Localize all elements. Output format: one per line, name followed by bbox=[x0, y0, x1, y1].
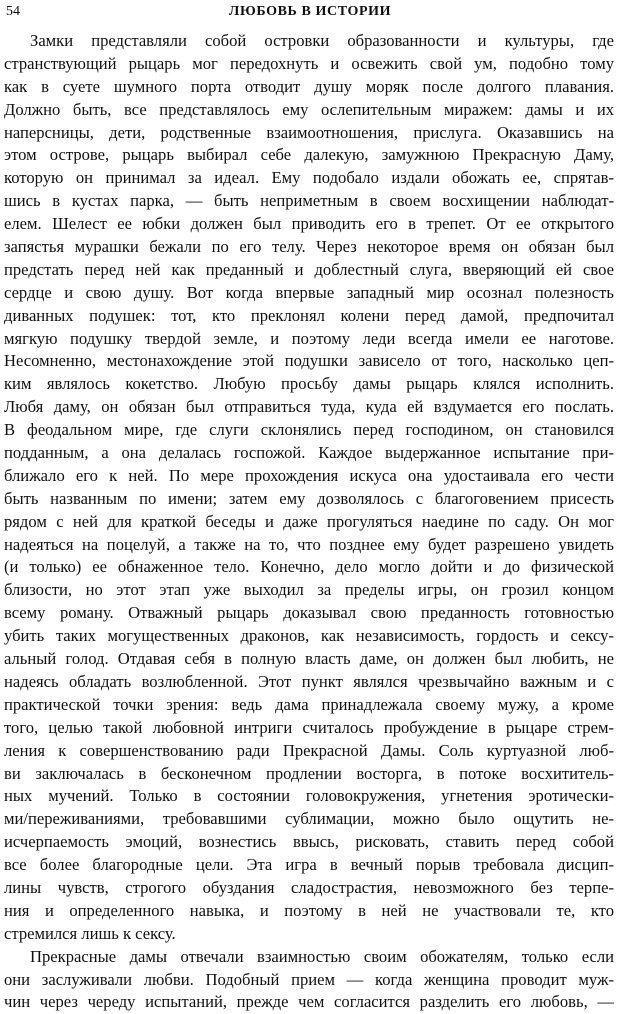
text-line: исчерпаемость эмоций, вознестись ввысь, рисковать, ставить перед собой bbox=[4, 832, 614, 852]
text-line: практической точки зрения: ведь дама принадлежала своему мужу, а кроме bbox=[4, 694, 614, 714]
text-line: Любя даму, он обязан был отправиться туда, куда ей вздумается его послать. bbox=[4, 397, 614, 417]
text-line: стремился лишь к сексу. bbox=[4, 923, 176, 943]
text-line: надеясь обладать возлюбленной. Этот пункт являлся чрезвычайно важным и с bbox=[4, 671, 614, 691]
text-line: надеяться на поцелуй, а также на то, что позднее ему будет разрешено увидеть bbox=[4, 534, 614, 554]
text-line: Прекрасные дамы отвечали взаимностью своим обожателям, только если bbox=[30, 946, 614, 966]
text-line: ближало его к ней. По мере прохождения искуса она удостаивала его чести bbox=[4, 465, 614, 485]
text-line: сердце и свою душу. Вот когда впервые западный мир осознал полезность bbox=[4, 282, 614, 302]
text-line: мягкую подушку твердой земле, и поэтому леди всегда имели ее наготове. bbox=[4, 328, 614, 348]
running-title: ЛЮБОВЬ В ИСТОРИИ bbox=[228, 4, 392, 19]
text-line: странствующий рыцарь мог передохнуть и освежить свой ум, подобно тому bbox=[4, 53, 614, 73]
text-line: запястья мурашки бежали по его телу. Через некоторое время он обязан был bbox=[4, 237, 614, 257]
text-line: ви заключалась в бесконечном продлении восторга, в потоке восхититель- bbox=[4, 763, 614, 783]
text-line: предстать перед ней как преданный и доблестный слуга, вверяющий ей свое bbox=[4, 259, 614, 279]
text-line: Замки представляли собой островки образованности и культуры, где bbox=[30, 31, 614, 50]
text-line: чин через череду испытаний, прежде чем согласится разделить его любовь, — bbox=[4, 992, 614, 1012]
text-line: наперсницы, дети, родственные взаимоотношения, прислуга. Оказавшись на bbox=[4, 122, 614, 142]
text-line: всему роману. Отважный рыцарь доказывал свою преданность готовностью bbox=[4, 603, 614, 623]
text-line: быть названным по имени; затем ему дозволялось с благоговением присесть bbox=[4, 488, 614, 508]
text-line: альный голод. Отдавая себя в полную власть даме, он должен был любить, не bbox=[4, 649, 614, 669]
text-line: шись в кустах парка, — быть неприметным в своем восхищении наблюдат- bbox=[4, 191, 614, 211]
text-line: как в суете шумного порта отводит душу моряк после долгого плавания. bbox=[4, 76, 614, 96]
text-line: лины чувств, строгого обуздания сладострастия, невозможного без терпе- bbox=[4, 877, 614, 897]
text-line: ким являлось кокетство. Любую просьбу дамы рыцарь клялся исполнить. bbox=[4, 374, 614, 394]
text-line: ных мучений. Только в состоянии головокружения, угнетения эротически- bbox=[4, 786, 614, 806]
text-line: ми/переживаниями, требовавшими сублимации, можно было ощутить не- bbox=[4, 809, 614, 829]
paragraph bbox=[4, 946, 614, 1014]
text-line: которую он принимал за идеал. Ему подобало издали обожать ее, спрятав- bbox=[4, 168, 614, 188]
text-line: ния и определенного навыка, и поэтому в ней не участвовали те, кто bbox=[4, 900, 614, 920]
text-line: Должно быть, все представлялось ему ослепительным миражем: дамы и их bbox=[4, 99, 614, 119]
text-line: Несомненно, местонахождение этой подушки зависело от того, насколько цеп- bbox=[4, 351, 614, 371]
text-line: (и только) ее обнаженное тело. Конечно, дело могло дойти и до физической bbox=[4, 557, 614, 577]
text-line: подданным, а она делалась госпожой. Каждое выдержанное испытание при- bbox=[4, 443, 614, 463]
text-line: убить таких могущественных драконов, как независимость, гордость и сексу- bbox=[4, 626, 614, 646]
text-line: елем. Шелест ее юбки должен был приводить его в трепет. От ее открытого bbox=[4, 214, 614, 234]
paragraph bbox=[4, 30, 614, 946]
text-line: В феодальном мире, где слуги склонялись перед господином, он становился bbox=[4, 420, 614, 440]
text-line: этом острове, рыцарь выбирал себе далекую, замужнюю Прекрасную Даму, bbox=[4, 145, 614, 165]
text-line: они заслуживали любви. Подобный прием — когда женщина проводит муж- bbox=[4, 969, 614, 989]
page-number: 54 bbox=[6, 4, 20, 19]
text-line: ления к совершенствованию ради Прекрасной Дамы. Соль куртуазной люб- bbox=[4, 740, 614, 760]
text-line: близости, но этот этап уже выходил за пределы игры, он грозил концом bbox=[4, 580, 614, 600]
text-line: того, целью такой любовной интриги считалось пробуждение в рыцаре стрем- bbox=[4, 717, 614, 737]
page-header bbox=[6, 2, 614, 22]
text-line: все более благородные цели. Эта игра в вечный порыв требовала дисцип- bbox=[4, 855, 614, 875]
text-line: диванных подушек: тот, кто преклонял колени перед дамой, предпочитал bbox=[4, 305, 614, 325]
text-line: рядом с ней для краткой беседы и даже прогуляться наедине по саду. Он мог bbox=[4, 511, 614, 531]
body-text bbox=[4, 30, 614, 1014]
